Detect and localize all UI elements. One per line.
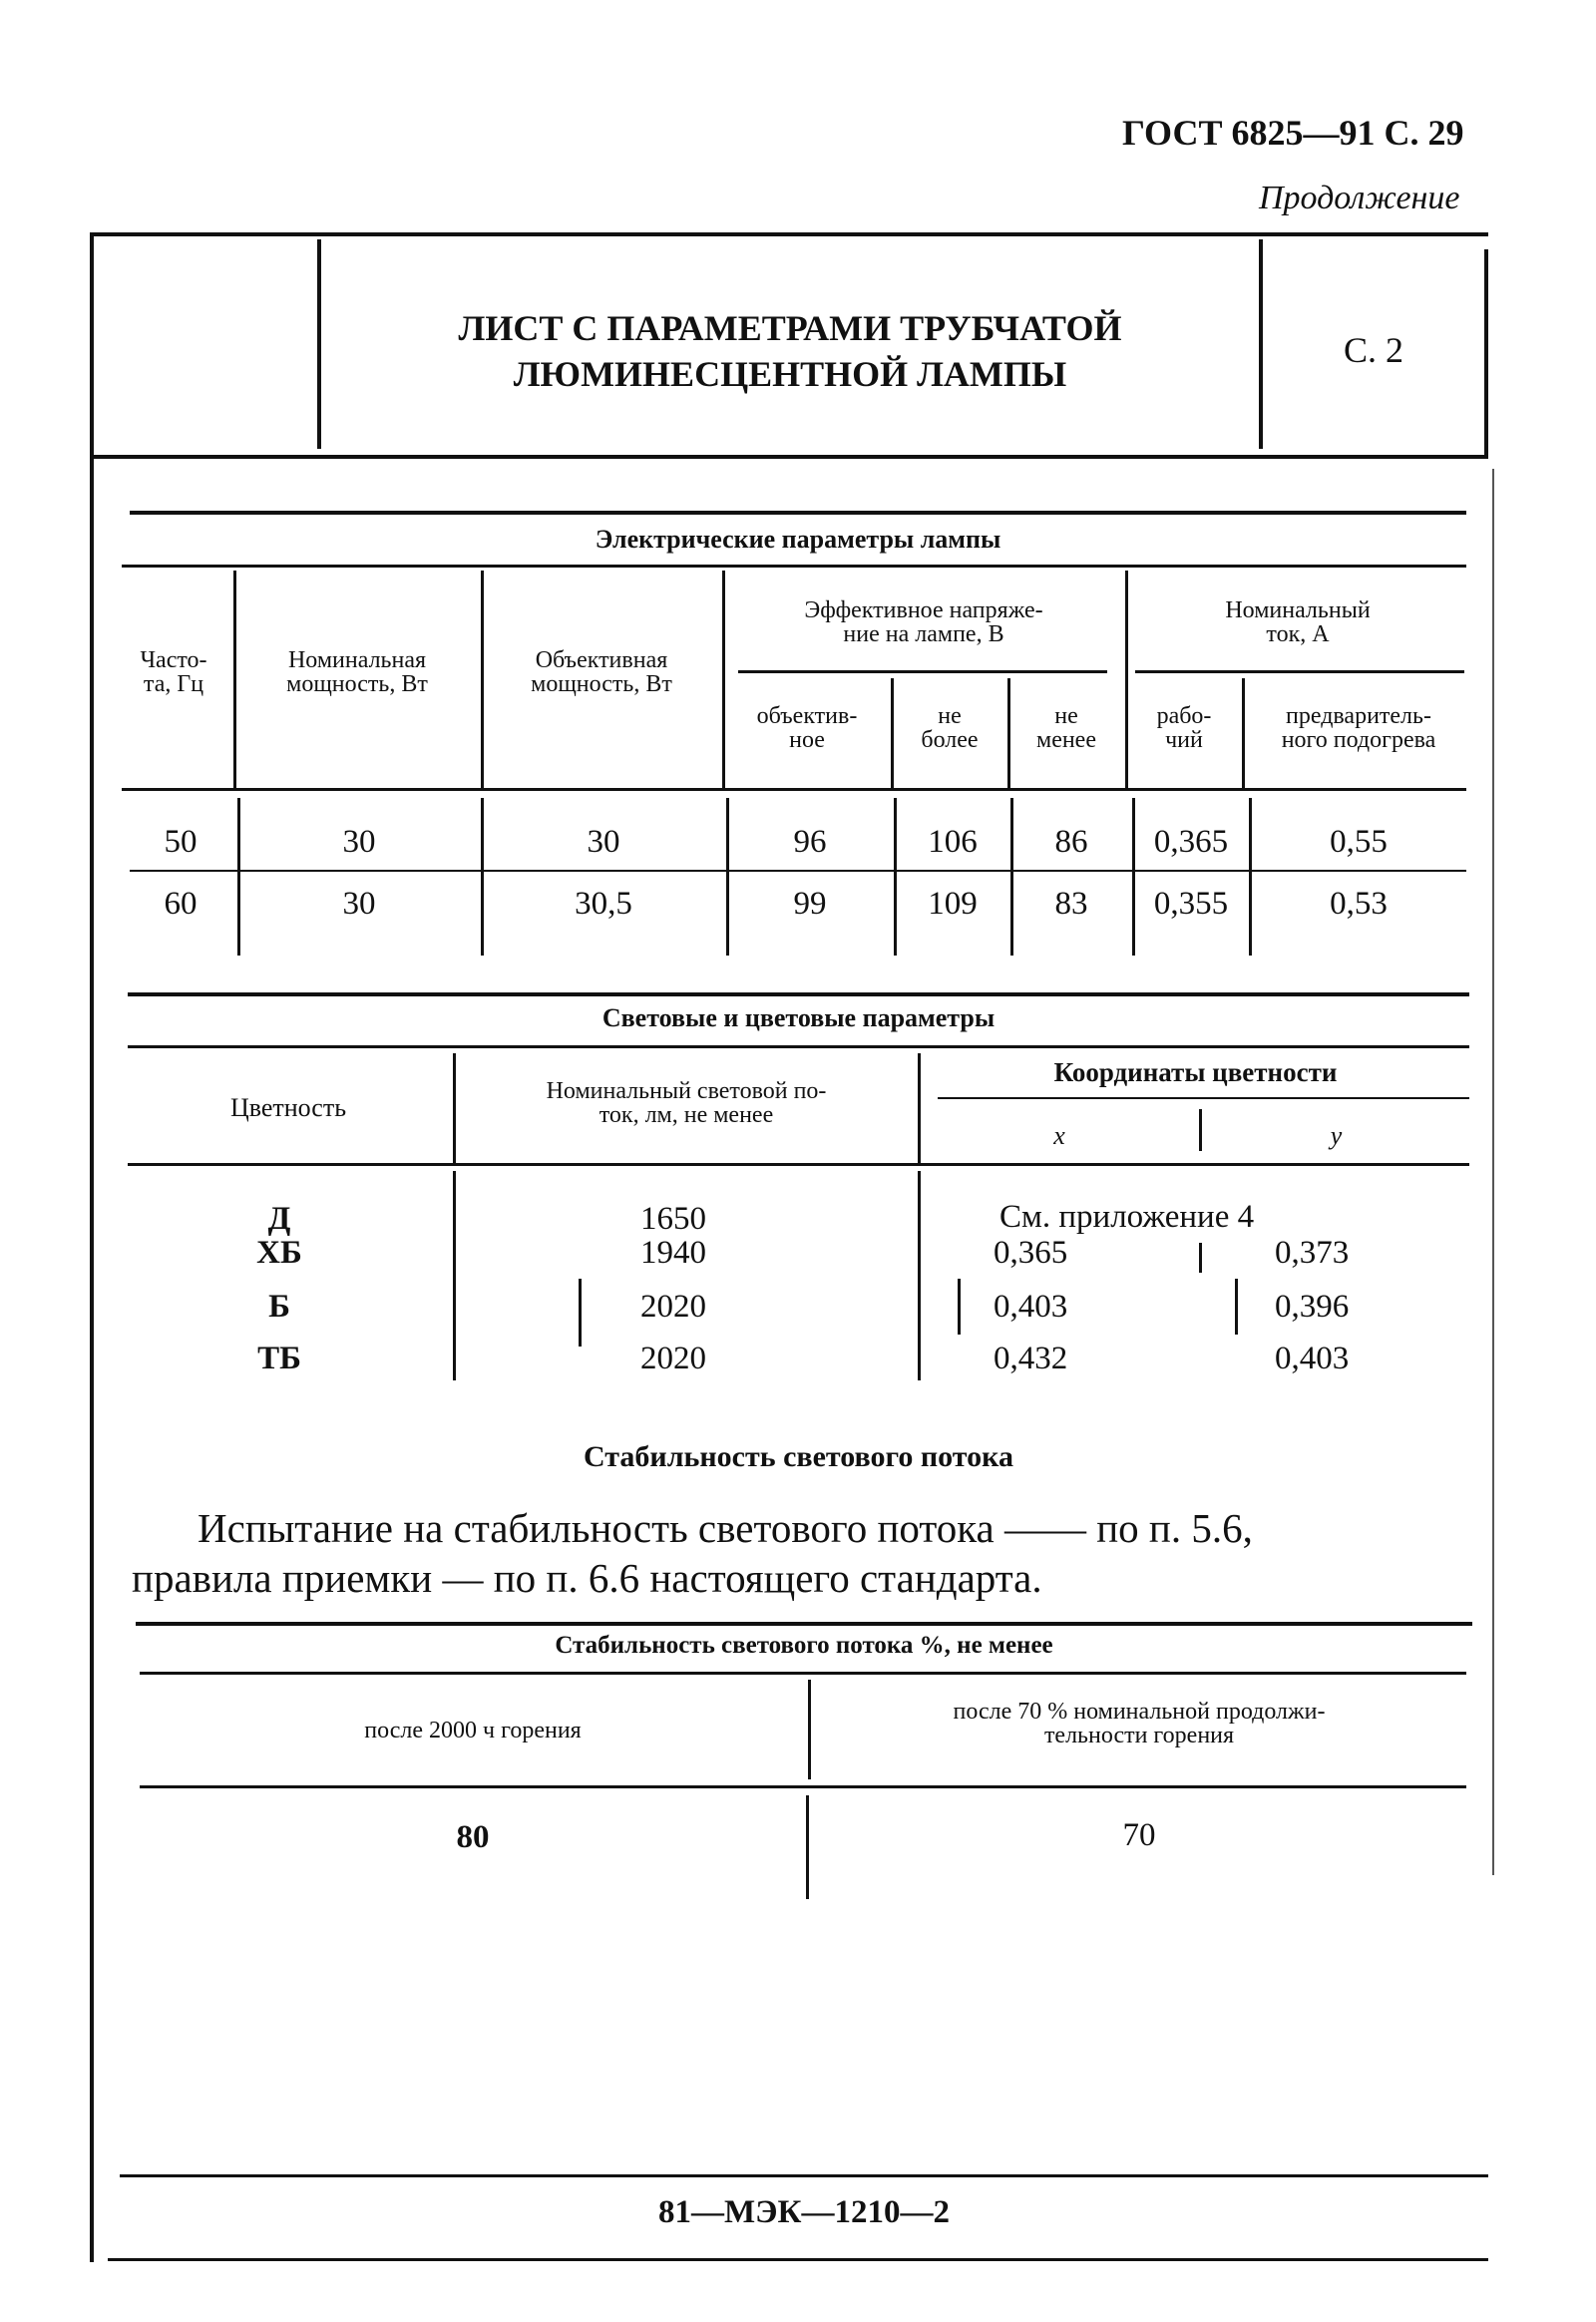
el-row1-freq: 50 [164,824,198,860]
el-row1-current-work: 0,365 [1153,824,1229,860]
stab-table-top-line [136,1622,1472,1626]
stab-table-title-line [140,1672,1466,1675]
light-row1-flux: 1650 [640,1201,706,1237]
el-row1-objective-power: 30 [587,824,620,860]
footer-bottom-line [108,2258,1488,2261]
el-voltage-group-line [738,670,1107,673]
el-row1-current-preheat: 0,55 [1330,824,1388,860]
light-row3-y: 0,396 [1275,1289,1350,1325]
light-top-line [128,992,1469,996]
stab-table-title: Стабильность светового потока %, не менее [555,1632,1053,1659]
el-header-current-preheat: предваритель- ного подогрева [1281,703,1436,753]
el-vline-2 [481,571,484,788]
el-data-vline-2 [481,798,484,956]
el-header-freq: Часто- та, Гц [140,647,207,697]
stability-text-line2: правила приемки — по п. 6.6 настоящего стандарта. [132,1555,1042,1601]
stab-col1-header: после 2000 ч горения [364,1718,582,1743]
sheet-title-line2: ЛЮМИНЕСЦЕНТНОЙ ЛАМПЫ [513,354,1067,394]
el-row2-voltage-objective: 99 [793,886,827,922]
light-row4-flux: 2020 [640,1341,706,1376]
light-row3-flux: 2020 [640,1289,706,1325]
sheet-page-number: С. 2 [1343,330,1403,370]
el-row2-voltage-min: 83 [1054,886,1088,922]
light-title-line [128,1045,1469,1048]
el-data-vline-6 [1132,798,1135,956]
light-row1-color: Д [267,1201,291,1237]
light-data-vline-1 [453,1171,456,1380]
light-vline-1 [453,1053,456,1165]
stab-header-divider [808,1680,811,1779]
standard-reference: ГОСТ 6825—91 С. 29 [1122,113,1464,153]
sheet-title-line1: ЛИСТ С ПАРАМЕТРАМИ ТРУБЧАТОЙ [458,308,1122,348]
light-flux-bracket [579,1279,582,1347]
el-row2-objective-power: 30,5 [575,886,632,922]
el-data-vline-3 [726,798,729,956]
continuation-label: Продолжение [1259,180,1460,216]
electrical-title-line [122,565,1466,568]
light-row4-y: 0,403 [1275,1341,1350,1376]
light-header-bottom-line [128,1163,1469,1166]
light-title: Световые и цветовые параметры [601,1003,996,1032]
light-row2-flux: 1940 [640,1235,706,1271]
light-header-flux: Номинальный световой по- ток, лм, не менее [546,1078,827,1128]
el-header-voltage-min: не менее [1036,703,1096,753]
el-vline-1 [233,571,236,788]
el-header-objective-power: Объективная мощность, Вт [531,647,672,697]
frame-right-line-thin [1492,469,1494,1875]
light-row4-x: 0,432 [994,1341,1068,1376]
stability-heading: Стабильность светового потока [584,1440,1013,1473]
stab-data-divider [806,1795,809,1899]
light-data-vline-2 [918,1171,921,1380]
el-header-voltage-group: Эффективное напряже- ние на лампе, В [804,597,1043,647]
light-y-bracket [1235,1279,1238,1335]
light-row3-x: 0,403 [994,1289,1068,1325]
light-row2-color: ХБ [256,1235,302,1271]
light-row4-color: ТБ [257,1341,301,1376]
light-header-x: x [1053,1121,1065,1150]
light-coords-line [938,1097,1469,1099]
el-row2-voltage-max: 109 [928,886,978,922]
el-header-voltage-max: не более [921,703,979,753]
frame-top-line [90,232,1488,236]
electrical-top-line [130,511,1466,515]
el-row1-voltage-max: 106 [928,824,978,860]
frame-left-line [90,232,94,2262]
light-x-bracket [958,1279,961,1335]
el-row2-current-preheat: 0,53 [1330,886,1388,922]
light-row3-color: Б [268,1289,290,1325]
electrical-title: Электрические параметры лампы [595,525,1001,554]
footer-code: 81—МЭК—1210—2 [658,2194,950,2230]
el-row2-current-work: 0,355 [1153,886,1229,922]
el-header-bottom-line [122,788,1466,791]
stability-text-line1: Испытание на стабильность светового потока —— по п. 5.6, [198,1505,1253,1551]
light-header-y: y [1330,1121,1343,1150]
light-row1-x-note: См. приложение 4 [999,1199,1255,1235]
el-data-vline-7 [1249,798,1252,956]
frame-right-line [1484,249,1488,459]
light-row2-x: 0,365 [994,1235,1068,1271]
el-row1-nominal-power: 30 [342,824,376,860]
light-xy-data-divider [1199,1243,1202,1273]
el-header-current-group: Номинальный ток, А [1225,597,1371,647]
el-data-vline-4 [894,798,897,956]
el-row1-underline [130,870,1466,872]
el-data-vline-5 [1010,798,1013,956]
light-xy-divider [1199,1109,1202,1151]
el-row2-nominal-power: 30 [342,886,376,922]
stab-header-bottom-line [140,1785,1466,1788]
stab-col2-value: 70 [1122,1817,1156,1853]
stab-col1-value: 80 [456,1819,490,1855]
el-data-vline-1 [237,798,240,956]
el-row1-voltage-min: 86 [1054,824,1088,860]
light-header-color: Цветность [229,1093,347,1122]
light-row2-y: 0,373 [1275,1235,1350,1271]
el-vline-3 [722,571,725,788]
footer-top-line [120,2174,1488,2177]
el-header-nominal-power: Номинальная мощность, Вт [286,647,428,697]
el-current-group-line [1135,670,1464,673]
light-header-coords: Координаты цветности [1053,1057,1338,1087]
el-header-voltage-objective: объектив- ное [756,703,858,753]
stab-col2-header: после 70 % номинальной продолжи- тельности горения [953,1699,1326,1748]
el-header-current-work: рабо- чий [1156,703,1212,753]
light-vline-2 [918,1053,921,1165]
title-bottom-line [90,455,1488,459]
el-row2-freq: 60 [164,886,198,922]
el-row1-voltage-objective: 96 [793,824,827,860]
